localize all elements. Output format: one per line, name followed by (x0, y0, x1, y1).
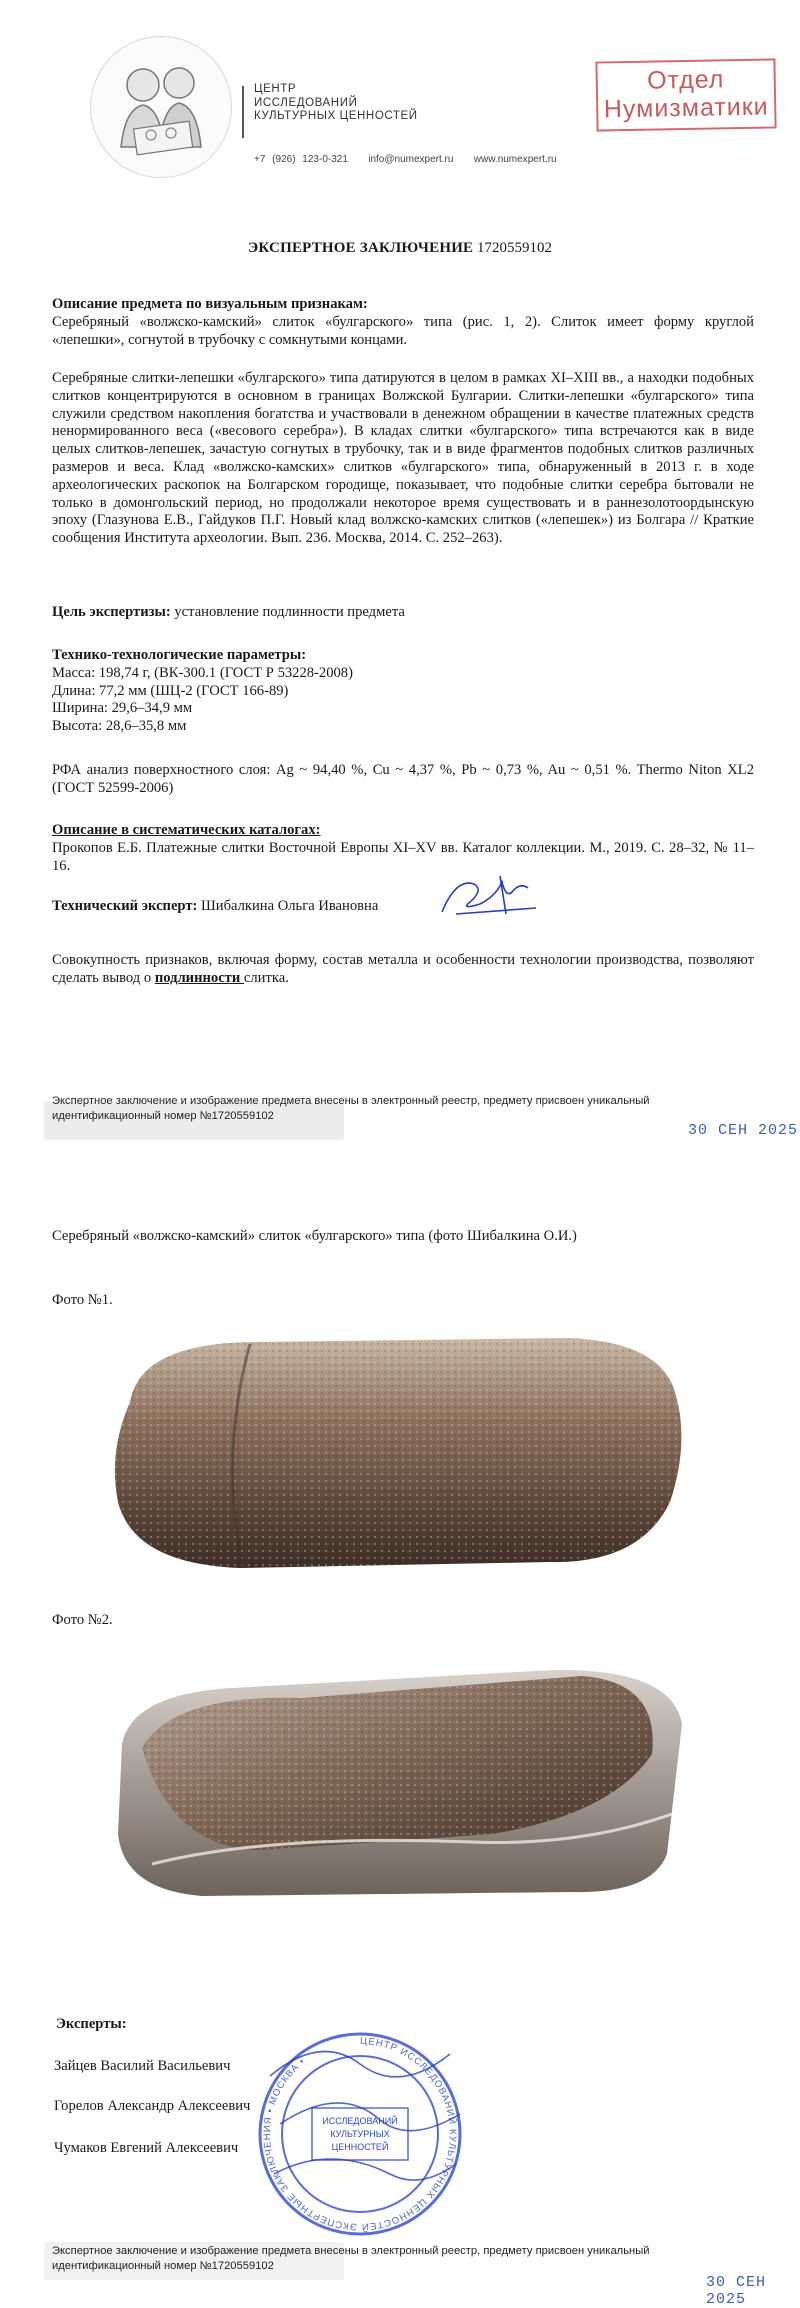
purpose-section (52, 604, 754, 622)
contacts (254, 154, 557, 165)
document-title (0, 240, 800, 257)
ingot-photo-2 (112, 1664, 692, 1900)
website: www.numexpert.ru (473, 154, 557, 165)
param-line: Длина: 77,2 мм (ШЦ-2 (ГОСТ 166-89) (52, 682, 289, 699)
purpose-heading: Цель экспертизы: (52, 604, 171, 620)
logo-divider (242, 86, 244, 138)
catalogs-section (52, 822, 754, 875)
description-text: Серебряный «волжско-камский» слиток «булгарского» типа (рис. 1, 2). Слиток имеет форму круглой «лепешки», согнутой в трубочку с сомкнутыми концами. (52, 313, 754, 348)
registry-note-2: Экспертное заключение и изображение предмета внесены в электронный реестр, предмету присвоен уникальный идентификационный номер №1720559102 (52, 2245, 650, 2272)
ingot-photo-1 (100, 1332, 690, 1572)
tech-expert-name: Шибалкина Ольга Ивановна (201, 898, 379, 914)
registry-note: Экспертное заключение и изображение предмета внесены в электронный реестр, предмету присвоен уникальный идентификационный номер №1720559102 (52, 1095, 650, 1122)
description-section (52, 296, 754, 349)
seal-inner-line: КУЛЬТУРНЫХ (330, 2129, 390, 2139)
param-line: Ширина: 29,6–34,9 мм (52, 700, 193, 717)
catalogs-heading: Описание в систематических каталогах: (52, 822, 321, 838)
seal-inner-line: ИССЛЕДОВАНИЙ (322, 2116, 398, 2126)
description-heading: Описание предмета по визуальным признакам: (52, 296, 368, 312)
purpose-text: установление подлинности предмета (174, 604, 405, 620)
registry-date: 30 СЕН 2025 (688, 1122, 799, 1139)
org-name (254, 83, 418, 124)
expert-name: Зайцев Василий Васильевич (54, 2058, 231, 2074)
email: info@numexpert.ru (368, 154, 454, 165)
conclusion-after: слитка. (243, 969, 289, 986)
params-heading: Технико-технологические параметры: (52, 647, 307, 663)
param-line: Масса: 198,74 г, (ВК-300.1 (ГОСТ Р 53228-2008) (52, 664, 353, 681)
expert-name: Чумаков Евгений Алексеевич (54, 2140, 239, 2156)
org-line: КУЛЬТУРНЫХ ЦЕННОСТЕЙ (254, 110, 418, 122)
conclusion-section (52, 952, 754, 988)
round-seal (250, 2024, 470, 2244)
org-line: ИССЛЕДОВАНИЙ (254, 96, 358, 109)
tech-expert-line (52, 898, 754, 916)
logo-children-icon (91, 37, 231, 177)
stamp-line: Отдел (646, 65, 725, 95)
catalogs-text: Прокопов Е.Б. Платежные слитки Восточной Европы XI–XV вв. Каталог коллекции. М., 2019. С. 28–32, № 11–16. (52, 839, 754, 874)
expert-name: Горелов Александр Алексеевич (54, 2098, 251, 2114)
photo1-label: Фото №1. (52, 1292, 113, 1308)
history-section (52, 370, 754, 548)
tech-expert-label: Технический эксперт: (52, 898, 198, 914)
title-label: ЭКСПЕРТНОЕ ЗАКЛЮЧЕНИЕ (247, 240, 474, 256)
seal-inner-line: ЦЕННОСТЕЙ (331, 2142, 389, 2152)
phone: +7 (926) 123-0-321 (254, 154, 348, 165)
org-logo (90, 36, 232, 178)
photo2-label: Фото №2. (52, 1612, 113, 1628)
department-stamp (595, 58, 776, 131)
document-number: 1720559102 (477, 240, 553, 256)
tech-expert-signature (436, 868, 546, 926)
photo-caption: Серебряный «волжско-камский» слиток «булгарского» типа (фото Шибалкина О.И.) (52, 1228, 577, 1244)
registry-date-2: 30 СЕН 2025 (706, 2274, 767, 2308)
history-text: Серебряные слитки-лепешки «булгарского» типа датируются в целом в рамках XI–XIII вв., а находки подобных слитков концентрируются в основном в границах Волжской Булгарии. Слитки-лепешки «булгарского» типа служили средством накопления богатства и участвовали в денежном обращении в качестве платежных средств ненормированного веса («весового серебра»). В кладах слитки «булгарского» типа встречаются как в виде целых слитков-лепешек, зачастую согнутых в трубочку, так и в виде фрагментов подобных слитков различных размеров и веса. Клад «волжско-камских» слитков «булгарского» типа, обнаруженный в 2013 г. в ходе археологических раскопок на Болгарском городище, показывает, что подобные слитки серебра бытовали не только в домонгольский период, но продолжали некоторое время существовать и в раннезолотоордынскую эпоху (Глазунова Е.В., Гайдуков П.Г. Новый клад волжско-камских слитков («лепешек») из Болгара // Краткие сообщения Института археологии. Вып. 236. Москва, 2014. С. 252–263). (52, 370, 754, 547)
org-line: ЦЕНТР (254, 83, 297, 95)
conclusion-before: Совокупность признаков, включая форму, состав металла и особенности технологии производства, позволяют сделать вывод о (52, 952, 754, 986)
experts-heading-text: Эксперты: (56, 2016, 127, 2032)
conclusion-bold: подлинности (154, 969, 244, 986)
stamp-line: Нумизматики (603, 92, 769, 124)
seal-ring-text: ЦЕНТР ИССЛЕДОВАНИЙ КУЛЬТУРНЫХ ЦЕННОСТЕЙ ЭКСПЕРТНЫЕ ЗАКЛЮЧЕНИЯ • МОСКВА • (261, 2035, 458, 2233)
xrf-section (52, 762, 754, 798)
params-section (52, 647, 754, 736)
param-line: Высота: 28,6–35,8 мм (52, 718, 187, 735)
xrf-text: РФА анализ поверхностного слоя: Ag ~ 94,40 %, Cu ~ 4,37 %, Pb ~ 0,73 %, Au ~ 0,51 %. Thermo Niton XL2 (ГОСТ 52599-2006) (52, 762, 754, 796)
